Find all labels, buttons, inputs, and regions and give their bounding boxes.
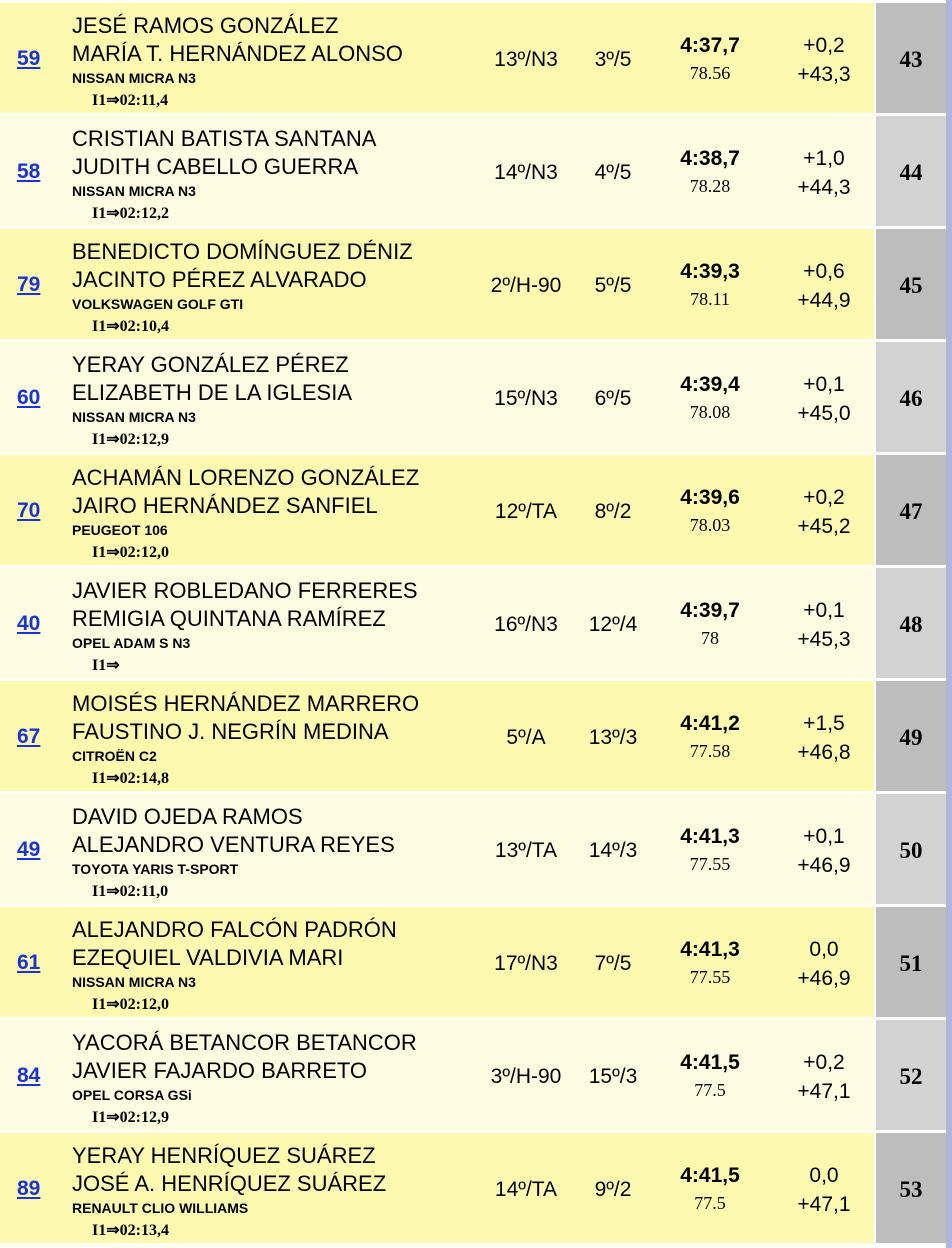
codriver-name: FAUSTINO J. NEGRÍN MEDINA [72, 719, 389, 744]
diff-leader: +44,3 [797, 176, 851, 199]
diff-previous: 0,0 [809, 1164, 839, 1187]
split-time: I1⇒02:11,0 [92, 883, 169, 900]
codriver-name: JACINTO PÉREZ ALVARADO [72, 267, 367, 292]
stage-time: 4:39,3 [680, 260, 740, 283]
group-position: 12º/4 [588, 613, 638, 636]
driver-name: CRISTIAN BATISTA SANTANA [72, 126, 377, 151]
car-model: NISSAN MICRA N3 [72, 409, 196, 425]
average-speed: 78.11 [690, 289, 730, 309]
dorsal-link[interactable]: 79 [17, 273, 41, 296]
dorsal-link[interactable]: 40 [17, 612, 41, 635]
overall-position: 48 [899, 612, 923, 637]
driver-name: YACORÁ BETANCOR BETANCOR [72, 1030, 417, 1055]
class-position: 16º/N3 [494, 613, 558, 636]
table-row [0, 229, 952, 339]
diff-leader: +46,9 [797, 854, 851, 877]
car-model: RENAULT CLIO WILLIAMS [72, 1200, 249, 1216]
codriver-name: JUDITH CABELLO GUERRA [72, 154, 359, 179]
stage-time: 4:39,4 [680, 373, 740, 396]
dorsal-link[interactable]: 89 [17, 1177, 41, 1200]
group-position: 6º/5 [594, 387, 632, 410]
overall-position: 50 [899, 838, 923, 863]
average-speed: 77.5 [694, 1080, 726, 1100]
group-position: 15º/3 [588, 1065, 638, 1088]
diff-previous: +0,2 [803, 486, 845, 509]
group-position: 5º/5 [594, 274, 632, 297]
split-time: I1⇒02:12,0 [92, 996, 169, 1013]
class-position: 15º/N3 [494, 387, 558, 410]
average-speed: 77.55 [689, 967, 731, 987]
overall-position: 51 [899, 951, 923, 976]
class-position: 5º/A [506, 726, 546, 749]
codriver-name: REMIGIA QUINTANA RAMÍREZ [72, 606, 386, 631]
stage-time: 4:41,2 [680, 712, 740, 735]
dorsal-link[interactable]: 59 [17, 47, 41, 70]
table-row [0, 1020, 952, 1130]
overall-position: 44 [899, 160, 923, 185]
diff-previous: +0,6 [803, 260, 845, 283]
average-speed: 78.28 [689, 176, 731, 196]
codriver-name: ALEJANDRO VENTURA REYES [72, 832, 395, 857]
class-position: 14º/N3 [494, 161, 558, 184]
average-speed: 78.03 [689, 515, 731, 535]
car-model: VOLKSWAGEN GOLF GTI [72, 296, 244, 312]
diff-previous: +0,2 [803, 34, 845, 57]
driver-name: ACHAMÁN LORENZO GONZÁLEZ [72, 465, 420, 490]
overall-position: 47 [899, 499, 923, 524]
dorsal-link[interactable]: 60 [17, 386, 41, 409]
codriver-name: JAVIER FAJARDO BARRETO [72, 1058, 368, 1083]
diff-leader: +43,3 [797, 63, 851, 86]
diff-leader: +45,2 [797, 515, 851, 538]
stage-time: 4:41,3 [680, 938, 740, 961]
diff-previous: +0,1 [803, 373, 845, 396]
group-position: 14º/3 [588, 839, 638, 862]
stage-time: 4:41,3 [680, 825, 740, 848]
group-position: 7º/5 [594, 952, 632, 975]
average-speed: 78.08 [689, 402, 731, 422]
diff-previous: 0,0 [809, 938, 839, 961]
car-model: OPEL ADAM S N3 [72, 635, 191, 651]
split-time: I1⇒02:14,8 [92, 770, 169, 787]
group-position: 3º/5 [594, 48, 632, 71]
table-row [0, 1133, 952, 1243]
class-position: 2º/H-90 [490, 274, 562, 297]
group-position: 9º/2 [594, 1178, 632, 1201]
dorsal-link[interactable]: 61 [17, 951, 41, 974]
average-speed: 78.56 [689, 63, 731, 83]
diff-leader: +45,0 [797, 402, 851, 425]
table-row [0, 681, 952, 791]
car-model: NISSAN MICRA N3 [72, 70, 196, 86]
class-position: 17º/N3 [494, 952, 558, 975]
driver-name: ALEJANDRO FALCÓN PADRÓN [72, 917, 397, 942]
car-model: CITROËN C2 [72, 748, 157, 764]
table-row [0, 907, 952, 1017]
class-position: 12º/TA [494, 500, 558, 523]
diff-previous: +1,0 [803, 147, 845, 170]
driver-name: JESÉ RAMOS GONZÁLEZ [72, 13, 339, 38]
driver-name: YERAY GONZÁLEZ PÉREZ [72, 352, 349, 377]
diff-leader: +47,1 [797, 1080, 851, 1103]
overall-position: 43 [899, 47, 923, 72]
driver-name: YERAY HENRÍQUEZ SUÁREZ [72, 1143, 376, 1168]
average-speed: 78 [701, 628, 719, 648]
dorsal-link[interactable]: 84 [17, 1064, 41, 1087]
driver-name: MOISÉS HERNÁNDEZ MARRERO [72, 691, 420, 716]
car-model: OPEL CORSA GSi [72, 1087, 192, 1103]
group-position: 4º/5 [594, 161, 632, 184]
average-speed: 77.58 [689, 741, 731, 761]
table-row [0, 455, 952, 565]
split-time: I1⇒02:13,4 [92, 1222, 169, 1239]
car-model: TOYOTA YARIS T-SPORT [72, 861, 239, 877]
driver-name: JAVIER ROBLEDANO FERRERES [72, 578, 418, 603]
table-row [0, 794, 952, 904]
codriver-name: JOSÉ A. HENRÍQUEZ SUÁREZ [72, 1171, 387, 1196]
overall-position: 52 [899, 1064, 923, 1089]
split-time: I1⇒ [92, 657, 120, 674]
overall-position: 45 [899, 273, 923, 298]
average-speed: 77.5 [694, 1193, 726, 1213]
stage-time: 4:37,7 [680, 34, 740, 57]
class-position: 14º/TA [494, 1178, 558, 1201]
overall-position: 53 [899, 1177, 923, 1202]
diff-leader: +47,1 [797, 1193, 851, 1216]
codriver-name: EZEQUIEL VALDIVIA MARI [72, 945, 344, 970]
diff-previous: +0,1 [803, 825, 845, 848]
diff-previous: +0,2 [803, 1051, 845, 1074]
codriver-name: JAIRO HERNÁNDEZ SANFIEL [72, 493, 378, 518]
average-speed: 77.55 [689, 854, 731, 874]
diff-leader: +46,8 [797, 741, 851, 764]
table-row [0, 116, 952, 226]
stage-time: 4:38,7 [680, 147, 740, 170]
table-row [0, 3, 952, 113]
diff-leader: +45,3 [797, 628, 851, 651]
diff-leader: +44,9 [797, 289, 851, 312]
table-row [0, 342, 952, 452]
diff-previous: +0,1 [803, 599, 845, 622]
split-time: I1⇒02:12,2 [92, 205, 169, 222]
stage-time: 4:41,5 [680, 1164, 740, 1187]
split-time: I1⇒02:12,0 [92, 544, 169, 561]
dorsal-link[interactable]: 67 [17, 725, 41, 748]
stage-time: 4:39,7 [680, 599, 740, 622]
split-time: I1⇒02:10,4 [92, 318, 169, 335]
overall-position: 46 [899, 386, 923, 411]
diff-leader: +46,9 [797, 967, 851, 990]
class-position: 13º/N3 [494, 48, 558, 71]
group-position: 13º/3 [588, 726, 638, 749]
split-time: I1⇒02:12,9 [92, 431, 169, 448]
stage-time: 4:41,5 [680, 1051, 740, 1074]
table-row [0, 568, 952, 678]
codriver-name: MARÍA T. HERNÁNDEZ ALONSO [72, 41, 403, 66]
group-position: 8º/2 [594, 500, 632, 523]
split-time: I1⇒02:12,9 [92, 1109, 169, 1126]
overall-position: 49 [899, 725, 923, 750]
car-model: PEUGEOT 106 [72, 522, 168, 538]
diff-previous: +1,5 [803, 712, 845, 735]
dorsal-link[interactable]: 58 [17, 160, 41, 183]
class-position: 3º/H-90 [490, 1065, 562, 1088]
driver-name: DAVID OJEDA RAMOS [72, 804, 303, 829]
split-time: I1⇒02:11,4 [92, 92, 169, 109]
car-model: NISSAN MICRA N3 [72, 183, 196, 199]
driver-name: BENEDICTO DOMÍNGUEZ DÉNIZ [72, 239, 413, 264]
stage-time: 4:39,6 [680, 486, 740, 509]
codriver-name: ELIZABETH DE LA IGLESIA [72, 380, 352, 405]
dorsal-link[interactable]: 49 [17, 838, 41, 861]
car-model: NISSAN MICRA N3 [72, 974, 196, 990]
class-position: 13º/TA [494, 839, 558, 862]
dorsal-link[interactable]: 70 [17, 499, 41, 522]
